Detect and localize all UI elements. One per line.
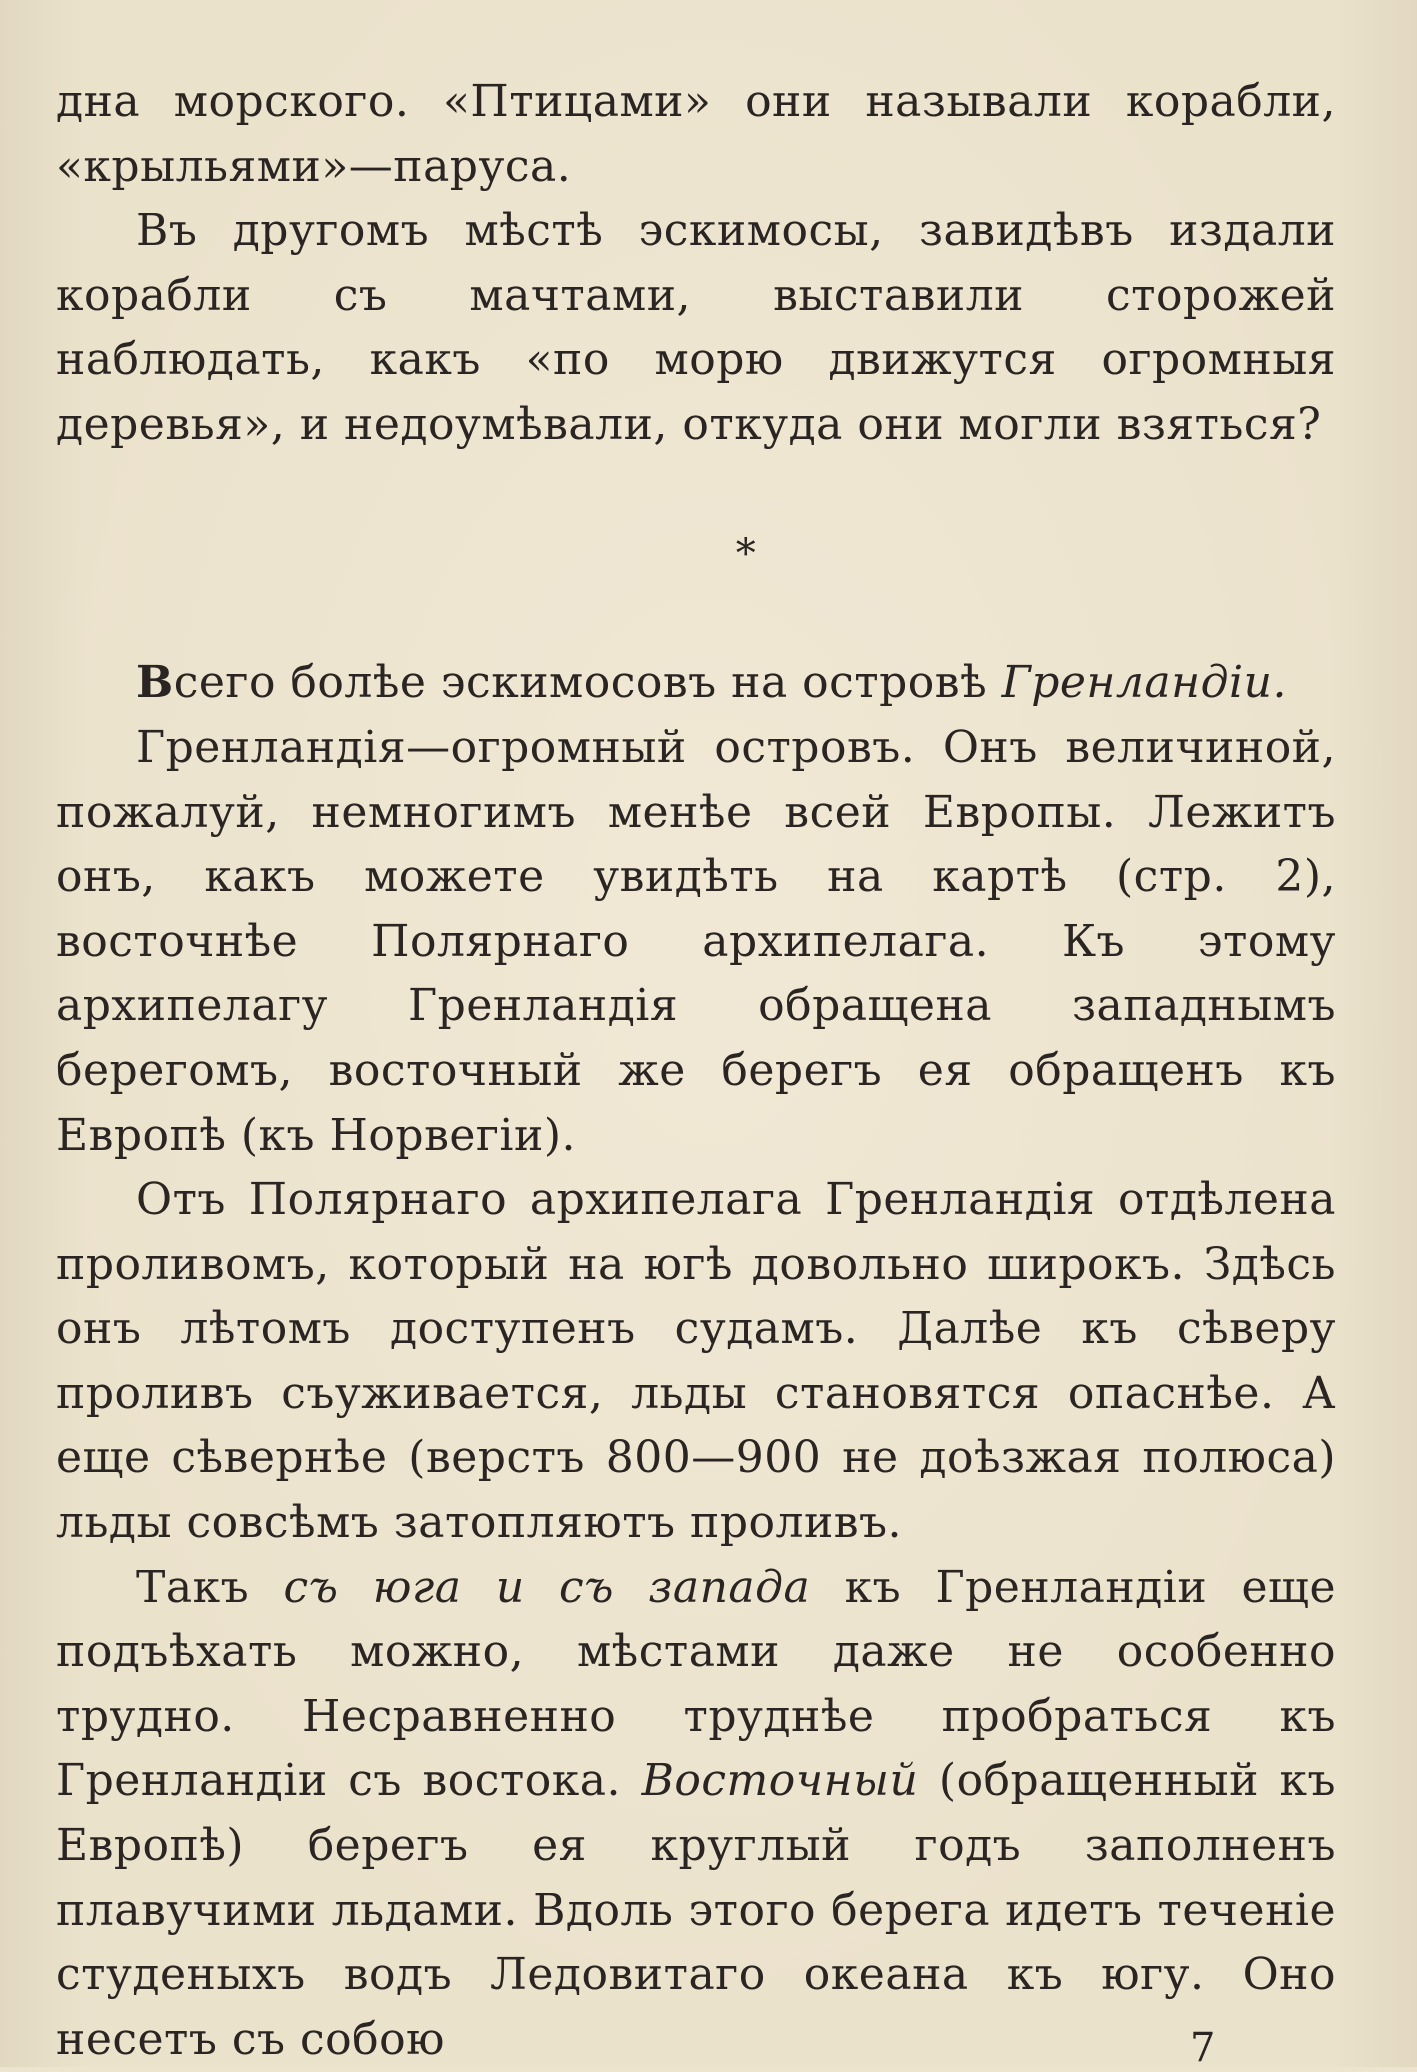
paragraph-1 <box>56 70 1336 199</box>
paragraph-6-text-b: къ Гренландіи еще подъѣхать можно, мѣстами даже не особенно трудно. Несравненно труднѣе пробраться къ Гренландіи съ востока. <box>56 1561 1336 1807</box>
paragraph-5-text: Отъ Полярнаго архипелага Гренландія отдѣлена проливомъ, который на югѣ довольно широкъ. Здѣсь онъ лѣтомъ доступенъ судамъ. Далѣе къ сѣверу проливъ съуживается, льды становятся опаснѣе. А еще сѣвернѣе (верстъ 800—900 не доѣзжая полюса) льды совсѣмъ затопляютъ проливъ. <box>56 1174 1336 1549</box>
paragraph-6-text-c: (обращенный къ Европѣ) берегъ ея круглый годъ заполненъ плавучими льдами. Вдоль этого берега идетъ теченіе студеныхъ водъ Ледовитаго океана къ югу. Оно несетъ съ собою <box>56 1755 1336 2065</box>
page-body-text <box>56 70 1336 2072</box>
paragraph-2 <box>56 199 1336 457</box>
paragraph-6-italic-1: съ юга и съ запада <box>283 1561 811 1613</box>
paragraph-6-italic-2: Восточный <box>641 1755 919 1807</box>
paragraph-3 <box>56 651 1336 716</box>
paragraph-1-text: дна морского. «Птицами» они называли корабли, «крыльями»—паруса. <box>56 76 1336 192</box>
paragraph-6-text-a: Такъ <box>136 1561 284 1613</box>
section-separator: * <box>735 531 757 578</box>
paragraph-3-text: сего болѣе эскимосовъ на островѣ <box>173 657 1002 709</box>
page-number: 7 <box>1190 2025 1216 2071</box>
separator-gap-bottom <box>56 587 1336 652</box>
paragraph-5 <box>56 1168 1336 1556</box>
initial-letter: В <box>136 657 174 709</box>
paragraph-2-text: Въ другомъ мѣстѣ эскимосы, завидѣвъ издали корабли съ мачтами, выставили сторожей наблюдать, какъ «по морю движутся огромныя деревья», и недоумѣвали, откуда они могли взяться? <box>56 205 1336 450</box>
separator-gap-top <box>56 458 1336 523</box>
paragraph-6 <box>56 1556 1336 2072</box>
paragraph-4 <box>56 716 1336 1168</box>
paragraph-4-text: Гренландія—огромный островъ. Онъ величиной, пожалуй, немногимъ менѣе всей Европы. Лежитъ онъ, какъ можете увидѣть на картѣ (стр. 2), восточнѣе Полярнаго архипелага. Къ этому архипелагу Гренландія обращена западнымъ берегомъ, восточный же берегъ ея обращенъ къ Европѣ (къ Норвегіи). <box>56 721 1336 1161</box>
paragraph-3-italic: Гренландіи. <box>1001 657 1287 709</box>
